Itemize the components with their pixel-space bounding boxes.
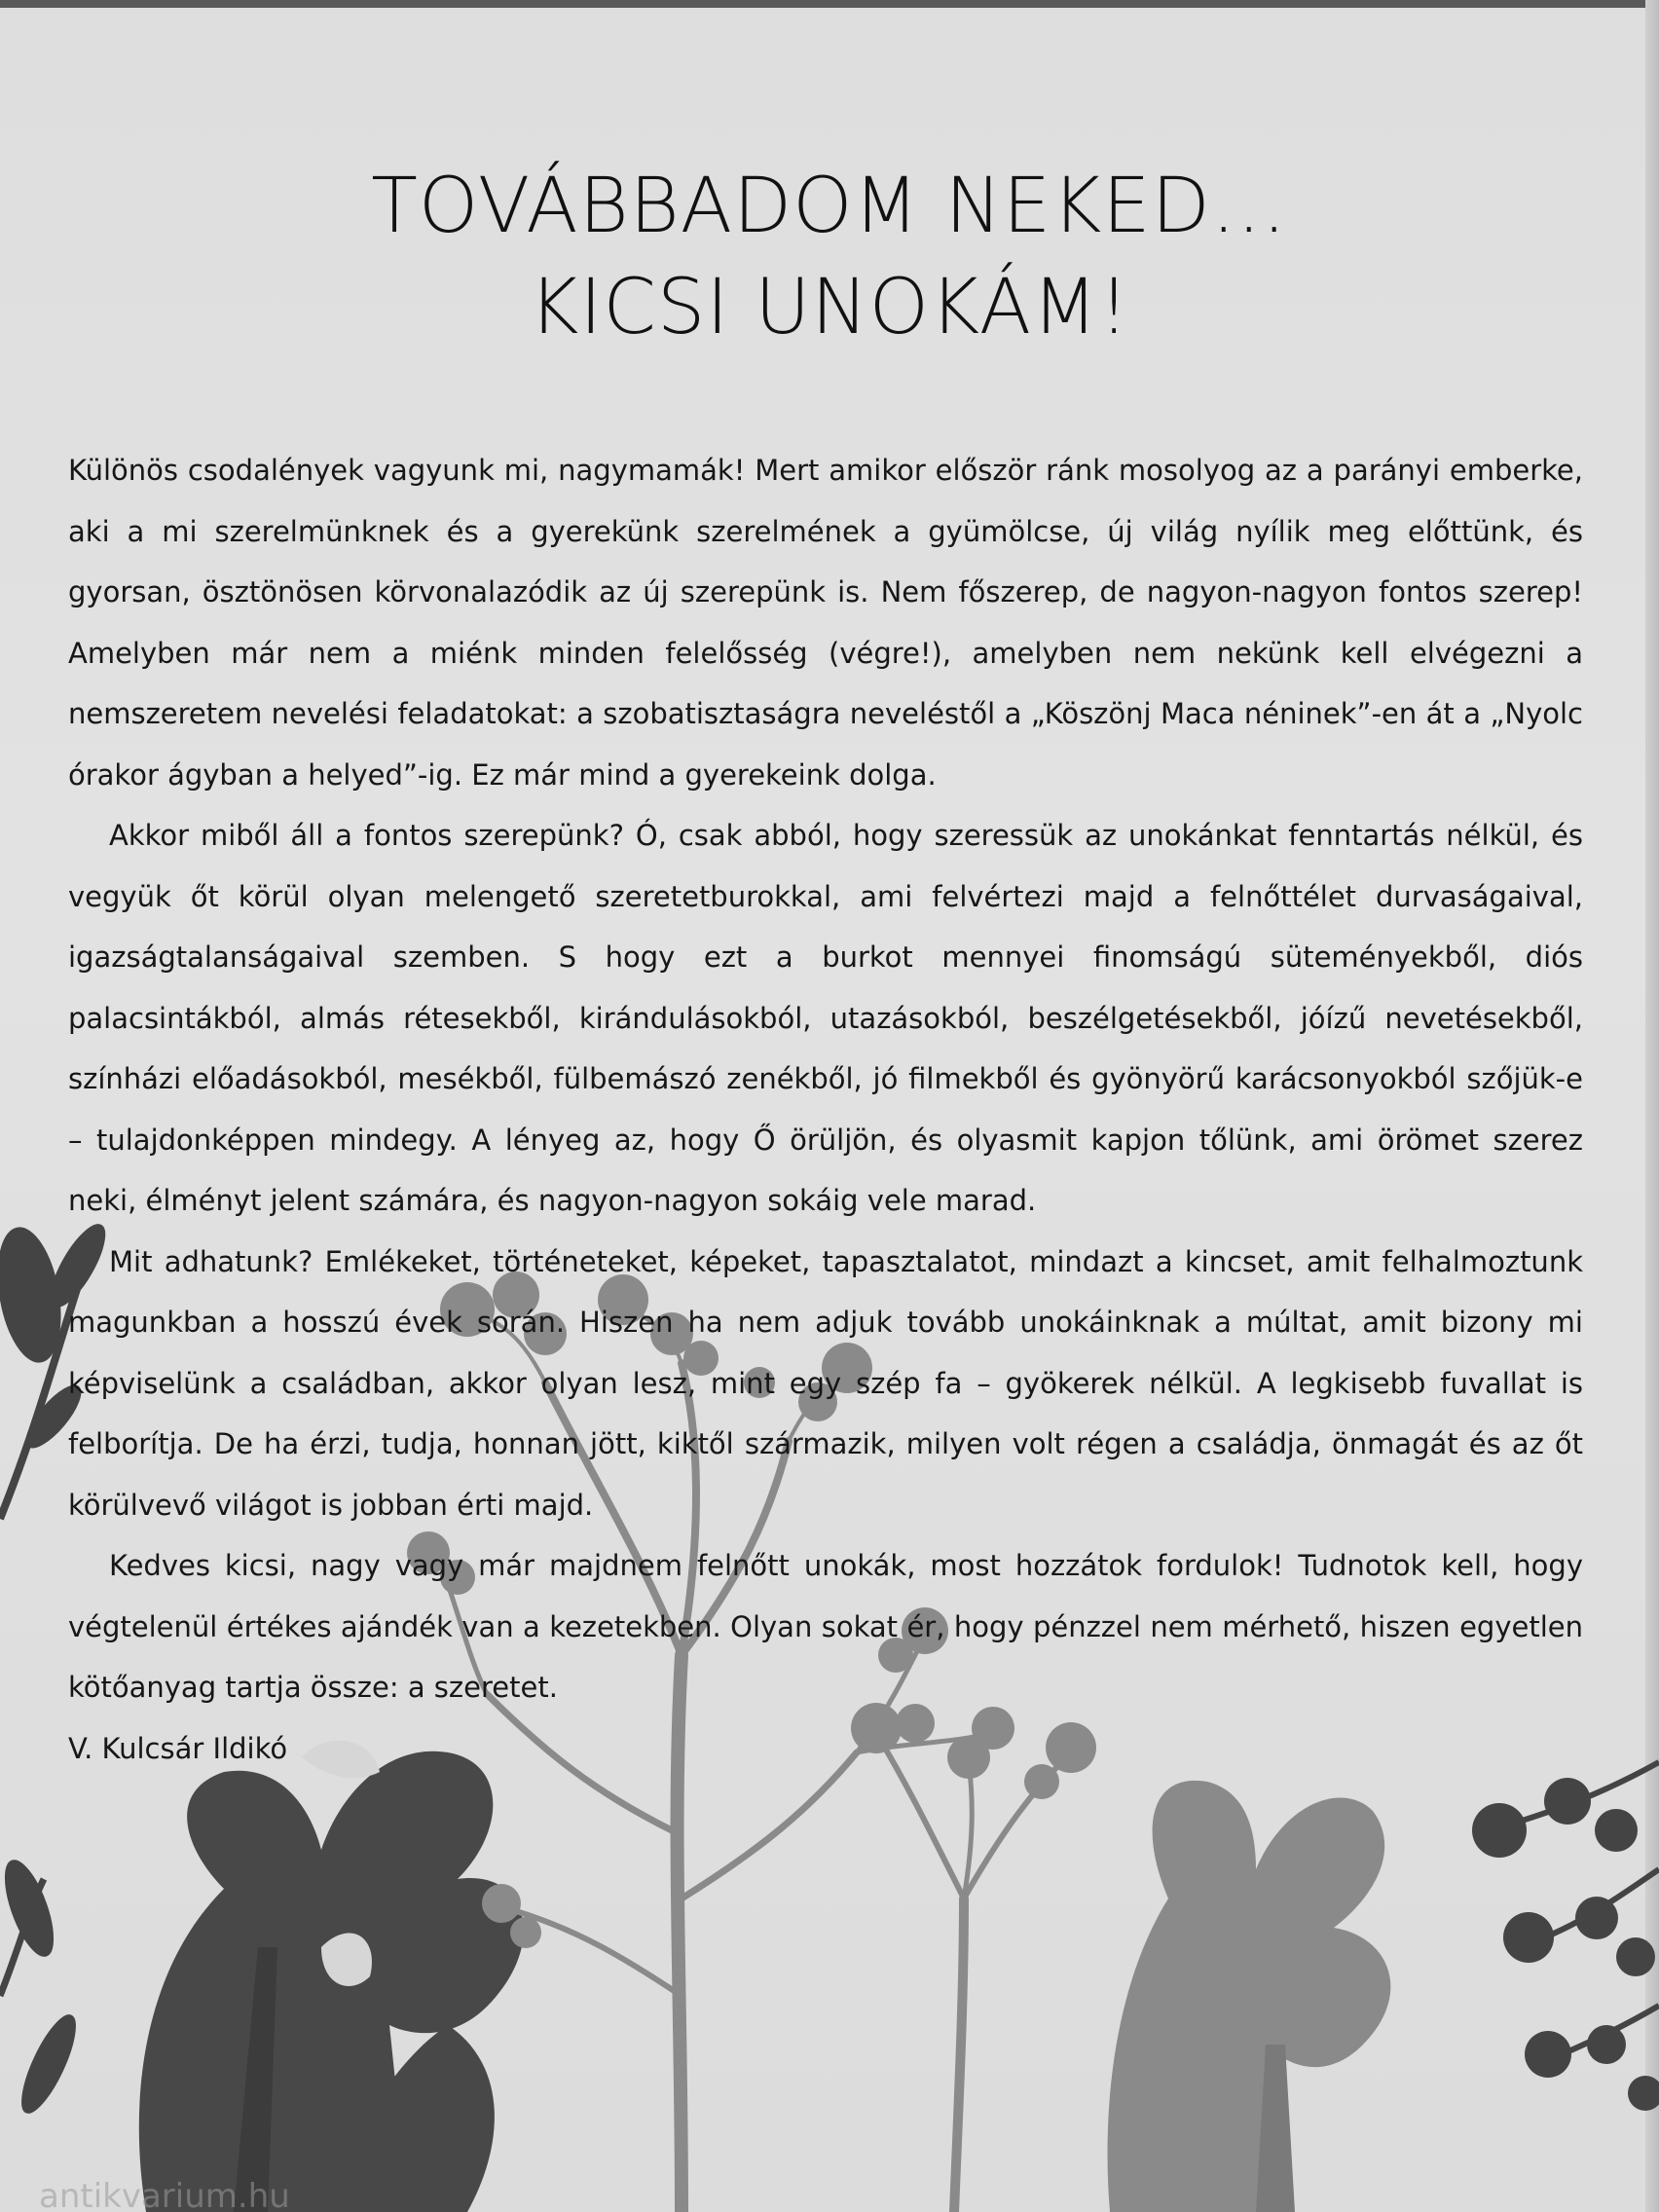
article-body	[68, 440, 1583, 1779]
title-line-1: TOVÁBBADOM NEKED…	[371, 163, 1288, 250]
berries-branch-icon	[1472, 1762, 1659, 2111]
author-signature: V. Kulcsár Ildikó	[68, 1731, 288, 1765]
iris-flower-grey-icon	[1108, 1781, 1391, 2212]
watermark-text: antikvarium.hu	[39, 2177, 290, 2212]
iris-flower-dark-icon	[139, 1741, 524, 2212]
title-line-2: KICSI UNOKÁM!	[529, 264, 1130, 351]
umbel-flower-plant-right-icon	[876, 1733, 1071, 2212]
paragraph-2: Akkor miből áll a fontos szerepünk? Ó, csak abból, hogy szeressük az unokánkat fenntartás nélkül, és vegyük őt körül olyan melengető szeretetburokkal, ami felvértezi majd a felnőttélet durvaságaival, igazságtalanságaival szemben. S hogy ezt a burkot mennyei finomságú süteményekből, diós palacsintákból, almás rétesekből, kirándulásokból, utazásokból, beszélgetésekből, jóízű nevetésekből, színházi előadásokból, mesékből, fülbemászó zenékből, jó filmekből és gyönyörű karácsonyokból szőjük-e – tulajdonképpen mindegy. A lényeg az, hogy Ő örüljön, és olyasmit kapjon tőlünk, ami örömet szerez neki, élményt jelent számára, és nagyon-nagyon sokáig vele marad.	[68, 819, 1583, 1217]
paragraph-4: Kedves kicsi, nagy vagy már majdnem felnőtt unokák, most hozzátok fordulok! Tudnotok kell, hogy végtelenül értékes ajándék van a kezetekben. Olyan sokat ér, hogy pénzzel nem mérhető, hiszen egyetlen kötőanyag tartja össze: a szeretet.	[68, 1549, 1583, 1704]
page-title	[0, 156, 1659, 358]
paragraph-3: Mit adhatunk? Emlékeket, történeteket, képeket, tapasztalatot, mindazt a kincset, amit felhalmoztunk magunkban a hosszú évek során. Hiszen ha nem adjuk tovább unokáinknak a múltat, amit bizony mi képviselünk a családban, akkor olyan lesz, mint egy szép fa – gyökerek nélkül. A legkisebb fuvallat is felborítja. De ha érzi, tudja, honnan jött, kiktől származik, milyen volt régen a családja, önmagát és az őt körülvevő világot is jobban érti majd.	[68, 1244, 1583, 1522]
paragraph-1: Különös csodalények vagyunk mi, nagymamák! Mert amikor először ránk mosolyog az a parányi emberke, aki a mi szerelmünknek és a gyerekünk szerelmének a gyümölcse, új világ nyílik meg előttünk, és gyorsan, ösztönösen körvonalazódik az új szerepünk is. Nem főszerep, de nagyon-nagyon fontos szerep! Amelyben már nem a miénk minden felelősség (végre!), amelyben nem nekünk kell elvégezni a nemszeretem nevelési feladatokat: a szobatisztaságra neveléstől a „Köszönj Maca néninek”-en át a „Nyolc órakor ágyban a helyed”-ig. Ez már mind a gyerekeink dolga.	[68, 454, 1583, 792]
